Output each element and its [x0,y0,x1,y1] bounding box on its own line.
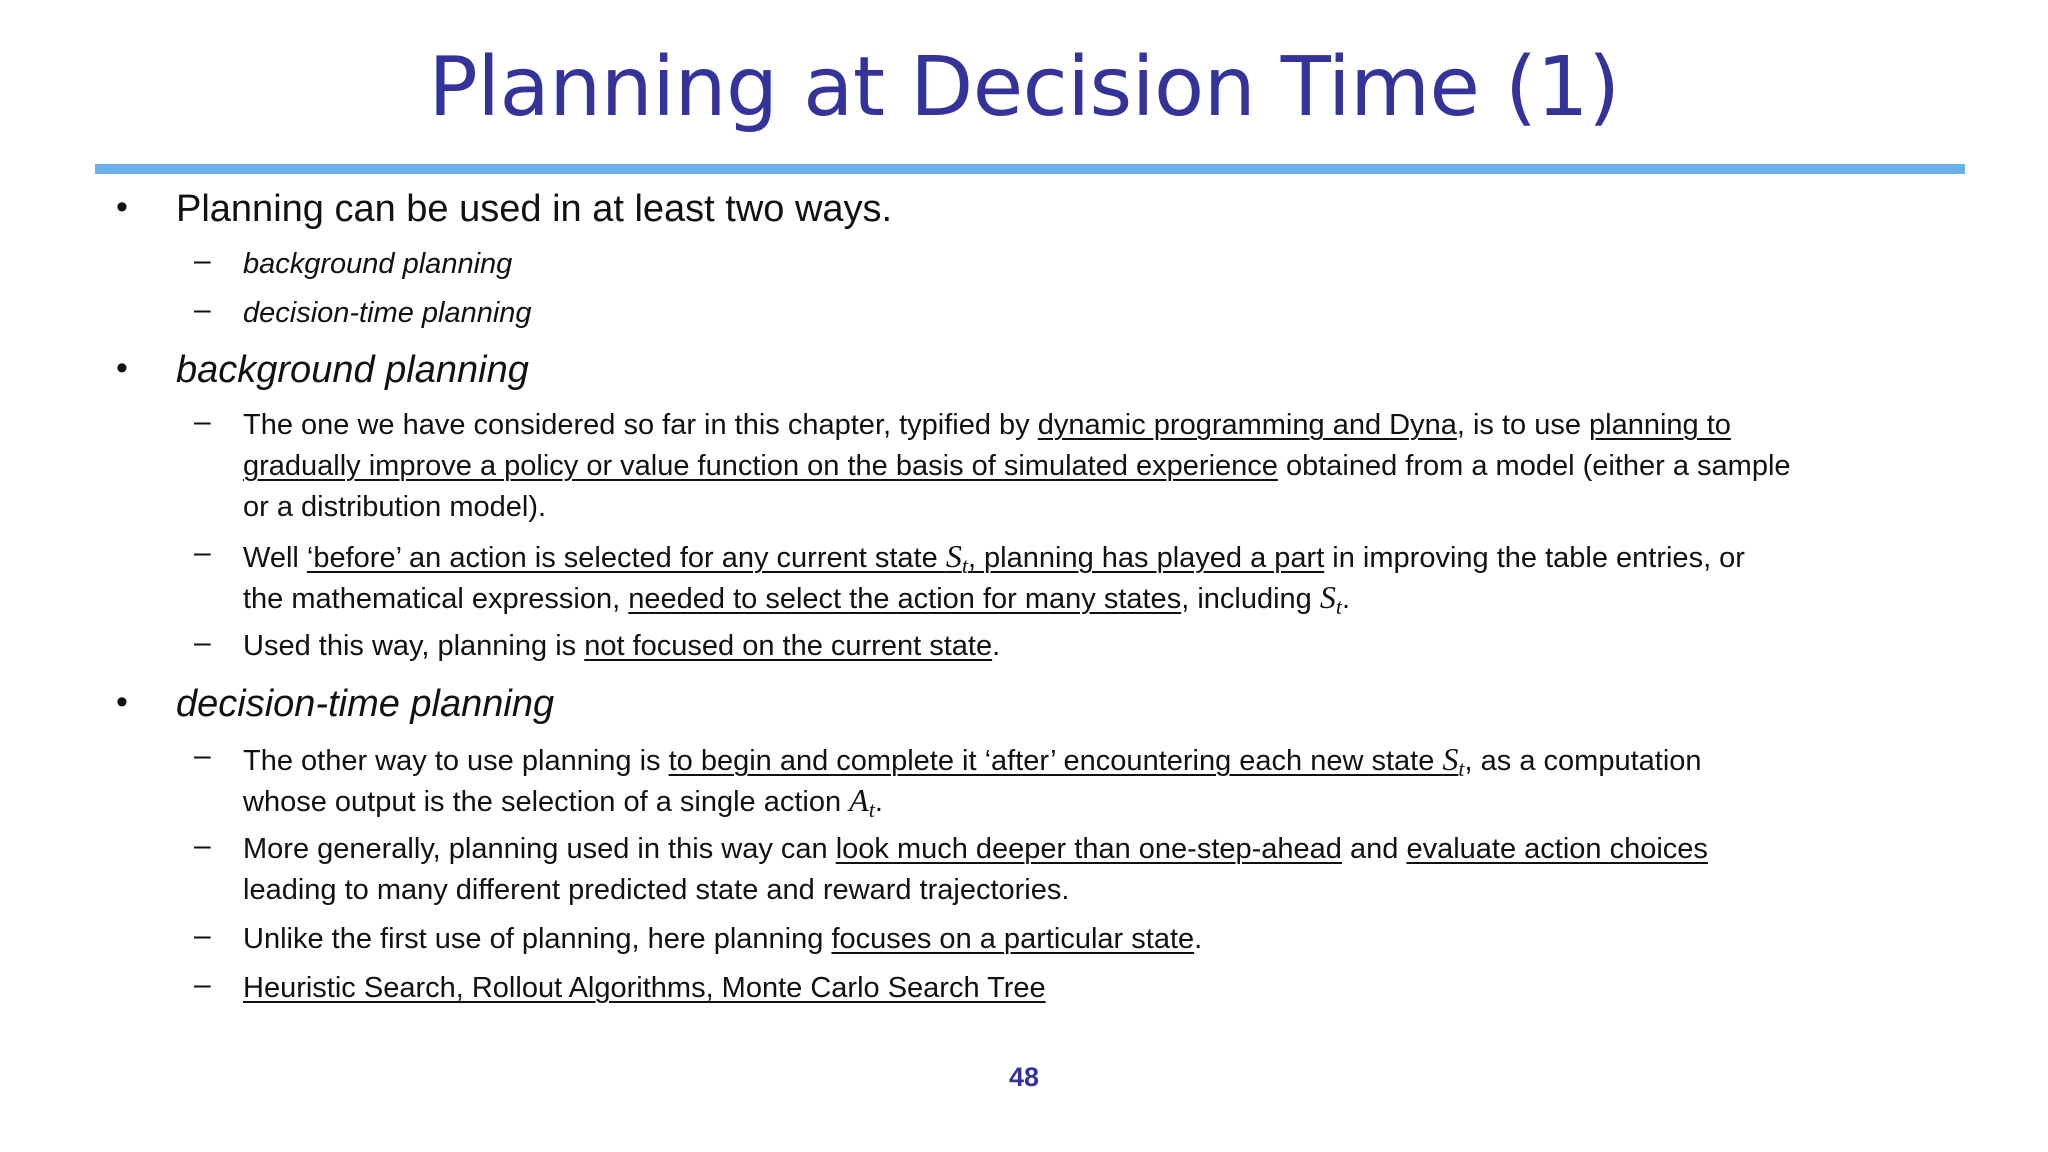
dt-point-3 [243,919,1202,960]
underlined-text [668,741,1465,781]
dash-marker: – [194,405,211,438]
heading-decision-time-planning: decision-time planning [176,683,555,725]
text-run: Unlike the first use of planning, here planning [243,923,832,955]
underlined-text: dynamic programming and Dyna [1037,409,1457,441]
math-subscript: t [961,553,968,578]
text-run: , is to use [1456,409,1590,441]
text-run: , including [1181,583,1320,615]
dash-marker: – [194,829,211,862]
dash-marker: – [194,739,211,772]
dash-marker: – [194,968,211,1001]
bullet-marker: • [116,349,128,387]
bullet-ways: Planning can be used in at least two ways. [176,188,893,230]
text-run: the mathematical expression, [243,583,629,615]
math-var: S [1319,579,1336,615]
underlined-text [306,538,1325,578]
text-run: whose output is the selection of a single action [243,786,850,818]
text-run: The other way to use planning is [243,745,669,777]
dash-marker: – [194,919,211,952]
text-run: , planning has played a part [967,542,1325,574]
math-var: S [945,538,962,574]
text-run: , as a computation [1464,745,1702,777]
underlined-text: look much deeper than one-step-ahead [835,833,1342,865]
underlined-text: evaluate action choices [1406,833,1708,865]
math-symbol [1442,741,1465,781]
text-run: and [1341,833,1407,865]
dash-marker: – [194,626,211,659]
underlined-text: focuses on a particular state [831,923,1195,955]
dash-marker: – [194,293,211,326]
bg-point-1-line-2 [243,446,1791,487]
dt-point-1-line-1 [243,739,1702,782]
text-run: to begin and complete it ‘after’ encountering each new state [668,745,1443,777]
dt-point-1-line-2 [243,780,883,823]
math-subscript: t [1458,756,1465,781]
underlined-text: gradually improve a policy or value function on the basis of simulated experience [243,450,1278,482]
text-run: Well [243,542,307,574]
math-subscript: t [1335,594,1342,619]
text-run: Used this way, planning is [243,630,585,662]
bg-point-2-line-2 [243,577,1350,620]
underlined-text: Heuristic Search, Rollout Algorithms, Monte Carlo Search Tree [243,972,1046,1004]
math-var: A [849,782,869,818]
bullet-marker: • [116,188,128,226]
dash-marker: – [194,536,211,569]
text-run: obtained from a model (either a sample [1277,450,1791,482]
text-run: . [1194,923,1203,955]
text-run: ‘before’ an action is selected for any current state [306,542,946,574]
math-var: S [1442,741,1459,777]
underlined-text: not focused on the current state [584,630,993,662]
text-run: in improving the table entries, or [1324,542,1745,574]
sub-background-planning: background planning [243,248,513,280]
page-number: 48 [1008,1062,1040,1092]
bg-point-1-line-3: or a distribution model). [243,491,547,523]
heading-background-planning: background planning [176,349,529,391]
text-run: . [874,786,883,818]
math-symbol [945,538,968,578]
text-run: . [992,630,1001,662]
math-subscript: t [868,797,875,822]
bullet-marker: • [116,683,128,721]
text-run: . [1341,583,1351,615]
dash-marker: – [194,244,211,277]
underlined-text: needed to select the action for many states [628,583,1182,615]
sub-decision-time-planning: decision-time planning [243,297,532,329]
text-run: More generally, planning used in this way can [243,833,836,865]
bg-point-3 [243,626,1000,667]
bg-point-1-line-1 [243,405,1731,446]
dt-point-4 [243,968,1046,1009]
text-run: The one we have considered so far in this chapter, typified by [243,409,1038,441]
bg-point-2-line-1 [243,536,1745,579]
dt-point-2-line-2: leading to many different predicted state and reward trajectories. [243,874,1070,906]
slide-title: Planning at Decision Time (1) [428,40,1620,135]
math-symbol [1319,579,1342,619]
underlined-text: planning to [1589,409,1731,441]
dt-point-2-line-1 [243,829,1708,870]
math-symbol [849,782,875,822]
